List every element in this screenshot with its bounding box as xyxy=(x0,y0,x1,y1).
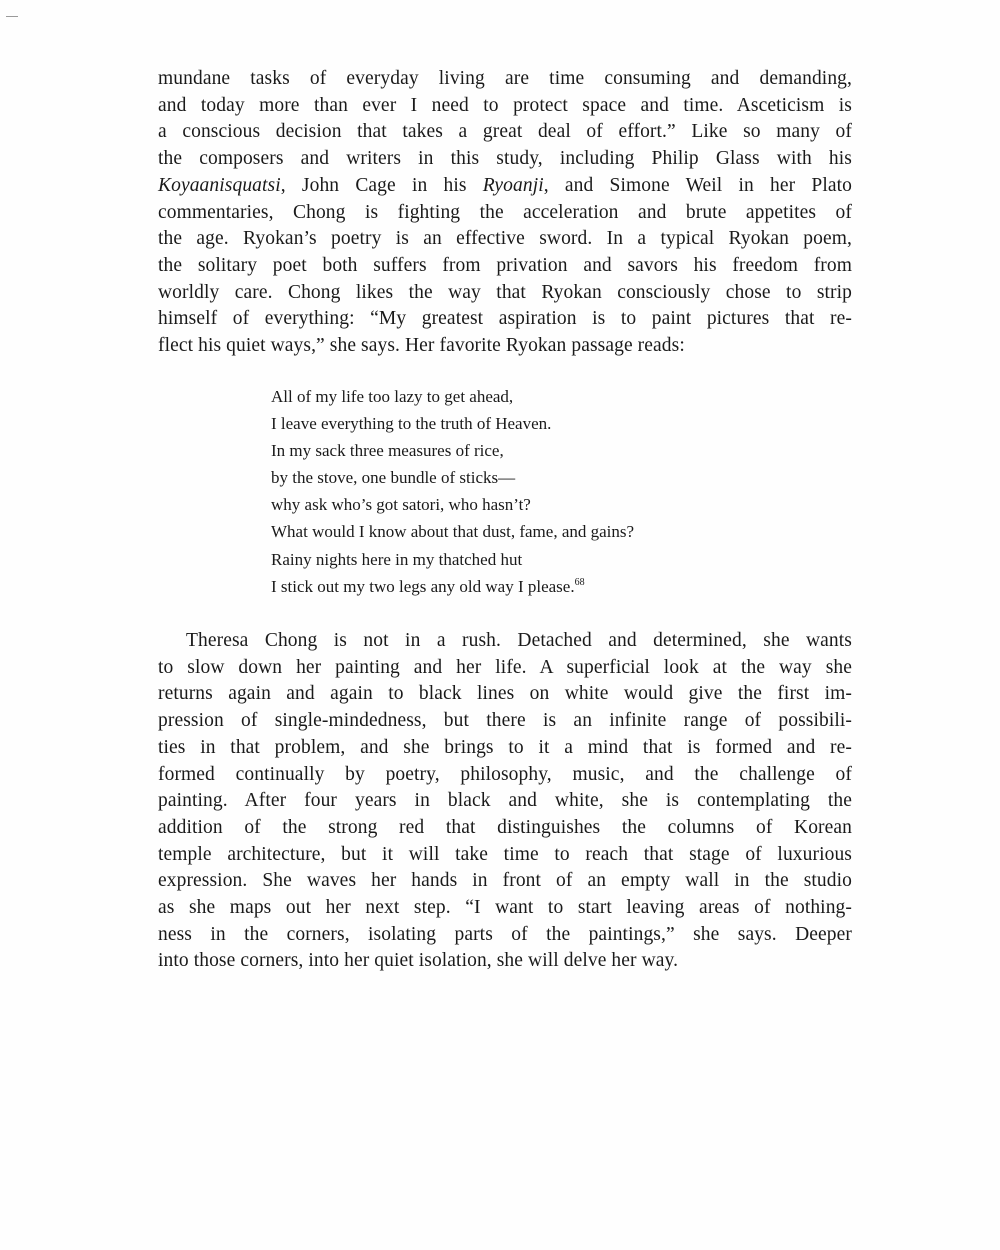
poem-line: All of my life too lazy to get ahead, xyxy=(271,387,514,406)
poem-line xyxy=(271,573,831,600)
text-line: expression. She waves her hands in front of an empty wall in the studio xyxy=(158,870,852,892)
text-line: ness in the corners, isolating parts of the paintings,” she says. Deeper xyxy=(158,923,852,945)
text-line: the solitary poet both suffers from privation and savors his freedom from xyxy=(158,254,852,276)
ryokan-poem xyxy=(271,383,831,600)
text-line: as she maps out her next step. “I want to start leaving areas of nothing- xyxy=(158,897,852,919)
poem-line: What would I know about that dust, fame, and gains? xyxy=(271,522,635,542)
text-line: pression of single-mindedness, but there is an infinite range of possibili- xyxy=(158,710,852,732)
text-line: painting. After four years in black and white, she is contemplating the xyxy=(158,790,852,812)
text-line: worldly care. Chong likes the way that Ryokan consciously chose to strip xyxy=(158,281,852,303)
text-line: the age. Ryokan’s poetry is an effective sword. In a typical Ryokan poem, xyxy=(158,228,852,250)
poem-line: by the stove, one bundle of sticks— xyxy=(271,468,516,488)
poem-line: I leave everything to the truth of Heaven. xyxy=(271,414,552,434)
title-ryoanji: Ryoanji xyxy=(482,174,544,196)
text-line xyxy=(158,173,852,200)
poem-line: In my sack three measures of rice, xyxy=(271,441,504,461)
text-line: the composers and writers in this study, including Philip Glass with his xyxy=(158,148,852,170)
paragraph-theresa-chong xyxy=(158,628,852,975)
footnote-marker: 68 xyxy=(574,576,585,588)
text-run: , John Cage in his xyxy=(280,174,483,196)
text-line: Theresa Chong is not in a rush. Detached and determined, she wants xyxy=(186,630,852,651)
text-line: addition of the strong red that distinguishes the columns of Korean xyxy=(158,816,852,838)
text-line: temple architecture, but it will take time to reach that stage of luxurious xyxy=(158,843,852,865)
poem-line: Rainy nights here in my thatched hut xyxy=(271,549,523,569)
scan-edge-mark xyxy=(6,16,18,17)
text-line: a conscious decision that takes a great deal of effort.” Like so many of xyxy=(158,121,852,143)
text-line: flect his quiet ways,” she says. Her favorite Ryokan passage reads: xyxy=(158,335,685,357)
text-line: formed continually by poetry, philosophy, music, and the challenge of xyxy=(158,763,852,785)
poem-line-text: I stick out my two legs any old way I please. xyxy=(271,576,575,596)
text-line: to slow down her painting and her life. A superficial look at the way she xyxy=(158,656,852,678)
poem-line: why ask who’s got satori, who hasn’t? xyxy=(271,495,531,515)
text-line: himself of everything: “My greatest aspiration is to paint pictures that re- xyxy=(158,308,852,330)
text-line: and today more than ever I need to protect space and time. Asceticism is xyxy=(158,94,852,116)
text-line: returns again and again to black lines on white would give the first im- xyxy=(158,683,852,705)
text-line: commentaries, Chong is fighting the acceleration and brute appetites of xyxy=(158,201,852,223)
title-koyaanisquatsi: Koyaanisquatsi xyxy=(158,174,281,196)
text-line: mundane tasks of everyday living are time consuming and demanding, xyxy=(158,68,852,89)
paragraph-continued xyxy=(158,66,852,360)
text-run: , and Simone Weil in her Plato xyxy=(543,174,853,196)
text-line: ties in that problem, and she brings to it a mind that is formed and re- xyxy=(158,736,852,758)
text-line: into those corners, into her quiet isolation, she will delve her way. xyxy=(158,950,679,972)
